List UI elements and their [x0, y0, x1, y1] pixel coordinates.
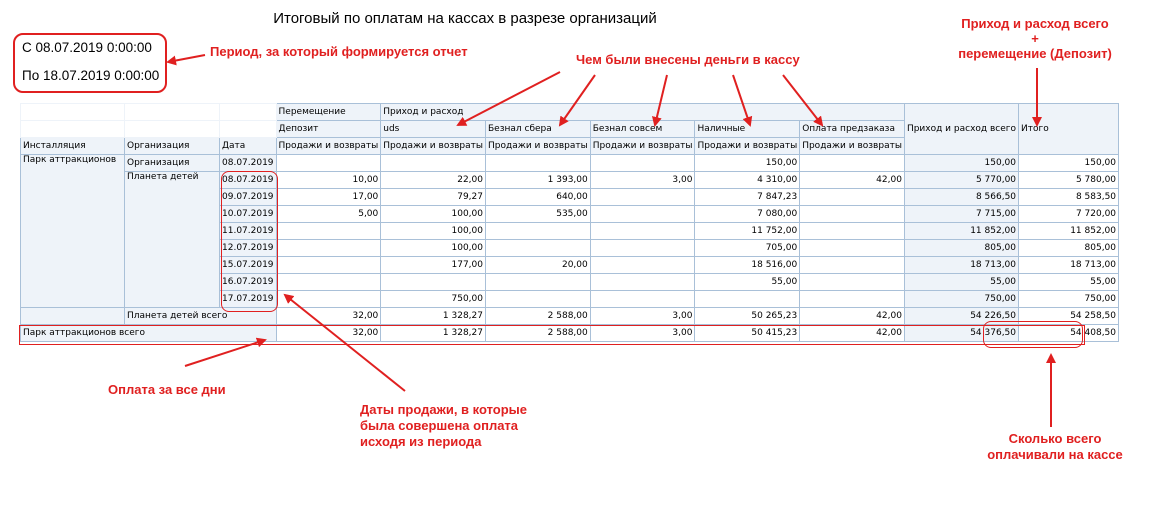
cell: 2 588,00 [486, 325, 591, 342]
income-total-cell: 7 715,00 [904, 206, 1018, 223]
annotation-cash-total-line1: Сколько всего [1008, 431, 1102, 446]
arrow-uds [458, 72, 560, 125]
arrow-preorder [783, 75, 822, 125]
cell: 17,00 [276, 189, 381, 206]
grand-total-cell: 54 258,50 [1019, 308, 1119, 325]
cell: 705,00 [695, 240, 800, 257]
cell: 7 847,23 [695, 189, 800, 206]
cell: 55,00 [695, 274, 800, 291]
cell: 1 393,00 [486, 172, 591, 189]
date-cell: 12.07.2019 [220, 240, 277, 257]
income-total-cell: 11 852,00 [904, 223, 1018, 240]
cell: 7 080,00 [695, 206, 800, 223]
cell: 100,00 [381, 206, 486, 223]
cell: 11 752,00 [695, 223, 800, 240]
period-from: С 08.07.2019 0:00:00 [22, 40, 152, 55]
income-total-cell: 150,00 [904, 155, 1018, 172]
col-header: Наличные [695, 121, 800, 138]
col-header: Безнал сбера [486, 121, 591, 138]
group-header-income: Приход и расход [381, 104, 905, 121]
cell: 50 415,23 [695, 325, 800, 342]
cell: 42,00 [800, 172, 905, 189]
date-cell: 10.07.2019 [220, 206, 277, 223]
annotation-dates-line1: Даты продажи, в которые [360, 402, 528, 417]
cell: 100,00 [381, 240, 486, 257]
cell: 177,00 [381, 257, 486, 274]
arrow-dates [285, 295, 405, 391]
col-header: Оплата предзаказа [800, 121, 905, 138]
org-total-label: Планета детей всего [125, 308, 277, 325]
income-total-cell: 54 376,50 [904, 325, 1018, 342]
grand-total-cell: 5 780,00 [1019, 172, 1119, 189]
sub-header: Продажи и возвраты [695, 138, 800, 155]
arrow-period [168, 55, 205, 62]
header-income-total: Приход и расход всего [904, 104, 1018, 155]
grand-total-cell: 54 408,50 [1019, 325, 1119, 342]
date-cell: 11.07.2019 [220, 223, 277, 240]
grand-total-cell: 11 852,00 [1019, 223, 1119, 240]
organization-cell: Организация [125, 155, 220, 172]
annotation-dates-line3: исходя из периода [360, 434, 482, 449]
cell: 535,00 [486, 206, 591, 223]
cell: 50 265,23 [695, 308, 800, 325]
cell: 3,00 [590, 172, 695, 189]
organization-cell: Планета детей [125, 172, 220, 308]
installation-cell: Парк аттракционов [21, 155, 125, 308]
cell: 100,00 [381, 223, 486, 240]
grand-total-cell: 7 720,00 [1019, 206, 1119, 223]
report-title: Итоговый по оплатам на кассах в разрезе организаций [273, 10, 657, 27]
cell: 640,00 [486, 189, 591, 206]
arrow-sber [560, 75, 595, 125]
cell: 750,00 [381, 291, 486, 308]
cell: 79,27 [381, 189, 486, 206]
row-header-date: Дата [220, 138, 277, 155]
income-total-cell: 54 226,50 [904, 308, 1018, 325]
sub-header: Продажи и возвраты [381, 138, 486, 155]
cell: 18 516,00 [695, 257, 800, 274]
cell: 4 310,00 [695, 172, 800, 189]
cell: 20,00 [486, 257, 591, 274]
grand-total-cell: 8 583,50 [1019, 189, 1119, 206]
annotation-payment-methods: Чем были внесены деньги в кассу [576, 52, 800, 67]
cell: 3,00 [590, 308, 695, 325]
cell: 10,00 [276, 172, 381, 189]
sub-header: Продажи и возвраты [800, 138, 905, 155]
date-cell: 08.07.2019 [220, 172, 277, 189]
cell: 1 328,27 [381, 308, 486, 325]
cell: 5,00 [276, 206, 381, 223]
arrow-beznal [655, 75, 667, 125]
cell: 32,00 [276, 325, 381, 342]
cell: 42,00 [800, 308, 905, 325]
sub-header: Продажи и возвраты [590, 138, 695, 155]
date-cell: 15.07.2019 [220, 257, 277, 274]
cell: 22,00 [381, 172, 486, 189]
grand-total-cell: 750,00 [1019, 291, 1119, 308]
grand-total-cell: 805,00 [1019, 240, 1119, 257]
annotation-dates-line2: была совершена оплата [360, 418, 519, 433]
income-total-cell: 5 770,00 [904, 172, 1018, 189]
cell: 1 328,27 [381, 325, 486, 342]
cell: 3,00 [590, 325, 695, 342]
cell: 150,00 [695, 155, 800, 172]
income-total-cell: 805,00 [904, 240, 1018, 257]
income-total-cell: 8 566,50 [904, 189, 1018, 206]
arrow-all-days [185, 340, 265, 366]
date-cell: 16.07.2019 [220, 274, 277, 291]
income-total-cell: 55,00 [904, 274, 1018, 291]
date-cell: 09.07.2019 [220, 189, 277, 206]
grand-total-cell: 150,00 [1019, 155, 1119, 172]
sub-header: Продажи и возвраты [276, 138, 381, 155]
grand-total-cell: 18 713,00 [1019, 257, 1119, 274]
date-cell: 08.07.2019 [220, 155, 277, 172]
income-total-cell: 18 713,00 [904, 257, 1018, 274]
col-header: Депозит [276, 121, 381, 138]
group-header-transfer: Перемещение [276, 104, 381, 121]
annotation-all-days: Оплата за все дни [108, 382, 226, 397]
arrow-cash [733, 75, 750, 125]
annotation-income-total-line2: + [1031, 31, 1039, 46]
date-cell: 17.07.2019 [220, 291, 277, 308]
annotation-income-total-line1: Приход и расход всего [961, 16, 1109, 31]
header-grand-total: Итого [1019, 104, 1119, 155]
annotation-period: Период, за который формируется отчет [210, 44, 468, 59]
col-header: Безнал совсем [590, 121, 695, 138]
income-total-cell: 750,00 [904, 291, 1018, 308]
col-header: uds [381, 121, 486, 138]
annotation-cash-total-line2: оплачивали на кассе [987, 447, 1123, 462]
grand-total-cell: 55,00 [1019, 274, 1119, 291]
cell: 42,00 [800, 325, 905, 342]
annotation-income-total-line3: перемещение (Депозит) [958, 46, 1112, 61]
row-header-organization: Организация [125, 138, 220, 155]
cell: 32,00 [276, 308, 381, 325]
sub-header: Продажи и возвраты [486, 138, 591, 155]
cell: 2 588,00 [486, 308, 591, 325]
row-header-installation: Инсталляция [21, 138, 125, 155]
install-total-label: Парк аттракционов всего [21, 325, 277, 342]
period-to: По 18.07.2019 0:00:00 [22, 68, 160, 83]
